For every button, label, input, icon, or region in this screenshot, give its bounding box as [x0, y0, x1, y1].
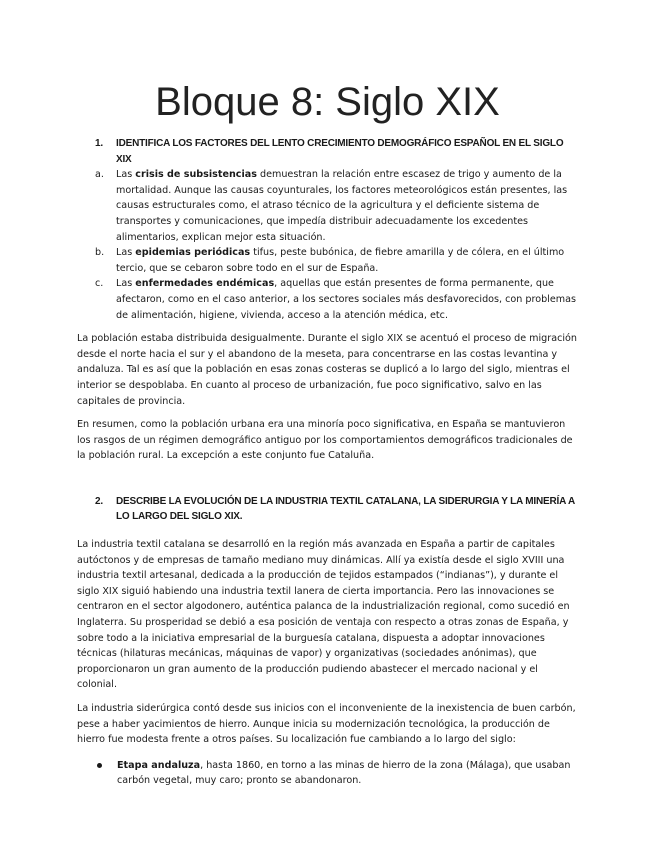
list-item-b-letter: b. [95, 247, 105, 259]
section-2-paragraph-2: La industria siderúrgica contó desde sus inicios con el inconveniente de la inexistencia de buen carbón, pese a haber yacimientos de hierro. Aunque inicia su modernización tecnológica, la producción de hierro fue modesta frente a otros países. Su localización fue cambiando a lo largo del siglo: [77, 703, 576, 746]
section-2-heading [77, 494, 577, 525]
bullet-icon [97, 763, 102, 768]
bullet-bold: Etapa andaluza [117, 759, 201, 771]
list-item-b-text: tifus, peste bubónica, de fiebre amarilla y de cólera, en el último tercio, que se cebaron sobre todo en el sur de España. [116, 247, 565, 274]
list-item-c-bold: enfermedades endémicas [135, 278, 275, 290]
list-item-b [77, 245, 577, 276]
list-item-c [77, 276, 577, 323]
list-item-a-letter: a. [95, 169, 104, 181]
section-2-heading-text: DESCRIBE LA EVOLUCIÓN DE LA INDUSTRIA TEXTIL CATALANA, LA SIDERURGIA Y LA MINERÍA A LO LARGO DEL SIGLO XIX. [116, 495, 575, 523]
list-item-b-bold: epidemias periódicas [135, 247, 251, 259]
section-1-heading [77, 136, 577, 167]
bullet-text: , hasta 1860, en torno a las minas de hierro de la zona (Málaga), que usaban carbón vegetal, muy caro; pronto se abandonaron. [117, 759, 571, 787]
section-1-heading-text: IDENTIFICA LOS FACTORES DEL LENTO CRECIMIENTO DEMOGRÁFICO ESPAÑOL EN EL SIGLO XIX [116, 138, 564, 165]
list-item-a [77, 167, 577, 245]
list-item-c-prefix: Las [116, 278, 136, 290]
document-body [77, 136, 577, 789]
list-item-bullet [77, 758, 577, 789]
list-item-a-text: demuestran la relación entre escasez de trigo y aumento de la mortalidad. Aunque las causas coyunturales, los factores meteorológicos están presentes, las causas estructurales como, el atraso técnico de la agricultura y el deficiente sistema de transportes y comunicaciones, que impedía distribuir adecuadamente los excedentes alimentarios, explican mejor esta situación. [116, 169, 568, 243]
section-1-paragraph-2: En resumen, como la población urbana era una minoría poco significativa, en España se mantuvieron los rasgos de un régimen demográfico antiguo por los comportamientos demográficos tradicionales de la población rural. La excepción a este conjunto fue Cataluña. [77, 419, 573, 462]
section-1-number: 1. [95, 138, 103, 149]
list-item-b-prefix: Las [116, 247, 136, 259]
list-item-a-prefix: Las [116, 169, 136, 181]
section-2-paragraph-1: La industria textil catalana se desarrolló en la región más avanzada en España a partir de capitales autóctonos y de empresas de tamaño mediano muy dinámicas. Allí ya existía desde el siglo XVIII una industria textil artesanal, dedicada a la producción de tejidos estampados (“indianas”), y durante el siglo XIX siguió habiendo una industria textil lanera de cierta importancia. Pero las innovaciones se centraron en el sector algodonero, auténtica palanca de la industrialización regional, como sucedió en Inglaterra. Su prosperidad se debió a esa posición de ventaja con respecto a otras zonas de España, y sobre todo a la iniciativa empresarial de la burguesía catalana, dispuesta a adoptar innovaciones técnicas (hilaturas mecánicas, máquinas de vapor) y organizativas (sociedades anónimas), que proporcionaron un gran aumento de la producción pudiendo abastecer el mercado nacional y el colonial. [77, 539, 570, 691]
section-1-paragraph-1: La población estaba distribuida desigualmente. Durante el siglo XIX se acentuó el proceso de migración desde el norte hacia el sur y el abandono de la meseta, para concentrarse en las costas levantina y andaluza. Tal es así que la población en esas zonas costeras se duplicó a lo largo del siglo, mientras el interior se despoblaba. En cuanto al proceso de urbanización, fue poco significativo, salvo en las capitales de provincia. [77, 333, 577, 407]
section-2-number: 2. [95, 495, 103, 507]
list-item-a-bold: crisis de subsistencias [135, 169, 257, 181]
list-item-c-letter: c. [95, 278, 104, 290]
page-title: Bloque 8: Siglo XIX [155, 80, 500, 124]
list-item-c-text: , aquellas que están presentes de forma permanente, que afectaron, como en el caso anterior, a los sectores sociales más desfavorecidos, con problemas de alimentación, higiene, vivienda, acceso a la atención médica, etc. [116, 278, 576, 321]
